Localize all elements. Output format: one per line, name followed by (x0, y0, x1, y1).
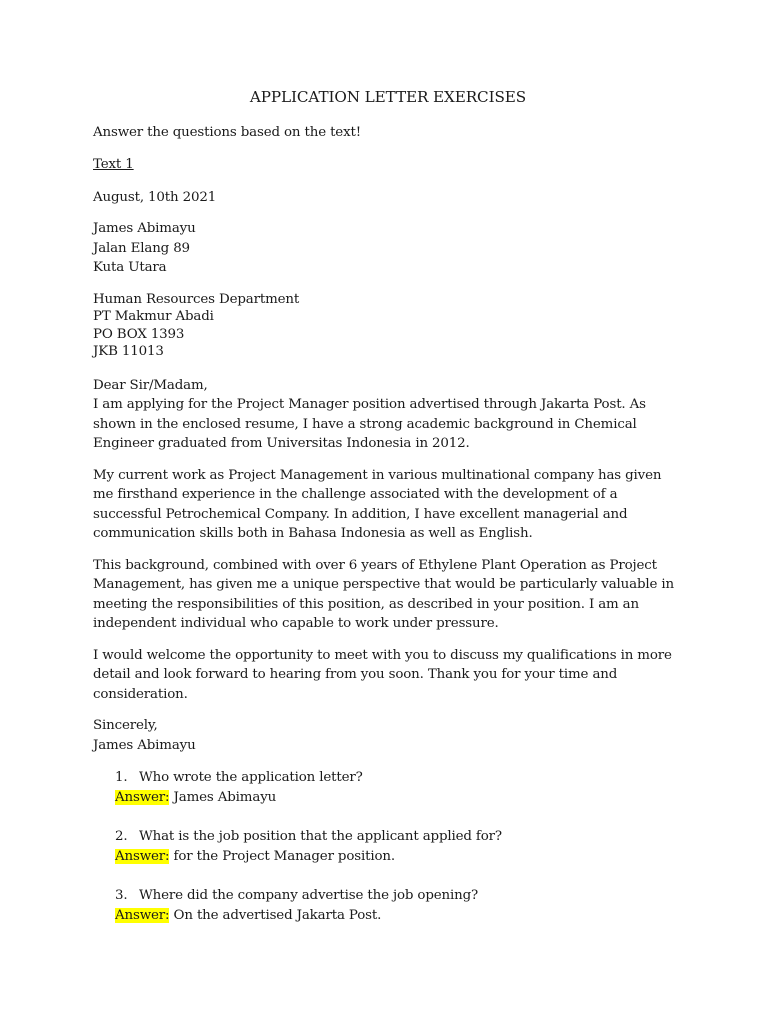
question-line (115, 886, 683, 906)
letter-body (93, 376, 683, 705)
body-paragraph-1: I am applying for the Project Manager position advertised through Jakarta Post. As shown in the enclosed resume, I have a strong academic background in Chemical Engineer graduated from Universitas Indonesia in 2012. (93, 397, 646, 451)
text-label: Text 1 (93, 157, 134, 172)
answer-text: On the advertised Jakarta Post. (173, 907, 382, 923)
answer-line (115, 847, 683, 867)
question-number: 1. (115, 770, 128, 785)
question-text: Who wrote the application letter? (139, 770, 363, 785)
sender-street: Jalan Elang 89 (93, 240, 190, 256)
body-paragraph-4: I would welcome the opportunity to meet with you to discuss my qualifications in more detail and look forward to hearing from you soon. Thank you for your time and consideration. (93, 647, 672, 702)
document-content (93, 88, 683, 925)
question-text: Where did the company advertise the job opening? (139, 888, 479, 903)
body-paragraph-3: This background, combined with over 6 years of Ethylene Plant Operation as Project Management, has given me a unique perspective that would be particularly valuable in meeting the responsibilities of this position, as described in your position. I am an independent individual who capable to work under pressure. (93, 557, 675, 631)
question-text: What is the job position that the applicant applied for? (139, 829, 502, 844)
body-paragraph-2: My current work as Project Management in various multinational company has given me firsthand experience in the challenge associated with the development of a successful Petrochemical Company. In addition, I have excellent managerial and communication skills both in Bahasa Indonesia as well as English. (93, 467, 662, 541)
answer-text: James Abimayu (173, 789, 277, 805)
document-title: APPLICATION LETTER EXERCISES (249, 88, 527, 106)
letter-closing (93, 716, 683, 755)
answer-line (115, 906, 683, 926)
sender-address (93, 219, 683, 278)
recipient-address (93, 291, 683, 361)
instruction: Answer the questions based on the text! (93, 124, 361, 140)
answer-label: Answer: (115, 789, 170, 805)
answer-text: for the Project Manager position. (173, 848, 395, 864)
recipient-postal: JKB 11013 (93, 344, 164, 359)
salutation: Dear Sir/Madam, (93, 377, 208, 393)
letter-date: August, 10th 2021 (93, 189, 217, 205)
question-number: 2. (115, 829, 128, 844)
question-line (115, 827, 683, 847)
closing: Sincerely, (93, 718, 158, 733)
question-number: 3. (115, 888, 128, 903)
signature: James Abimayu (93, 737, 196, 753)
recipient-company: PT Makmur Abadi (93, 309, 214, 324)
recipient-pobox: PO BOX 1393 (93, 326, 185, 342)
answer-label: Answer: (115, 907, 170, 923)
question-line (115, 768, 683, 788)
sender-city: Kuta Utara (93, 260, 167, 275)
question-list (93, 768, 683, 925)
question-item (115, 768, 683, 807)
question-item (115, 827, 683, 866)
answer-line (115, 788, 683, 808)
question-item (115, 886, 683, 925)
recipient-dept: Human Resources Department (93, 291, 300, 307)
answer-label: Answer: (115, 848, 170, 864)
sender-name: James Abimayu (93, 221, 196, 236)
